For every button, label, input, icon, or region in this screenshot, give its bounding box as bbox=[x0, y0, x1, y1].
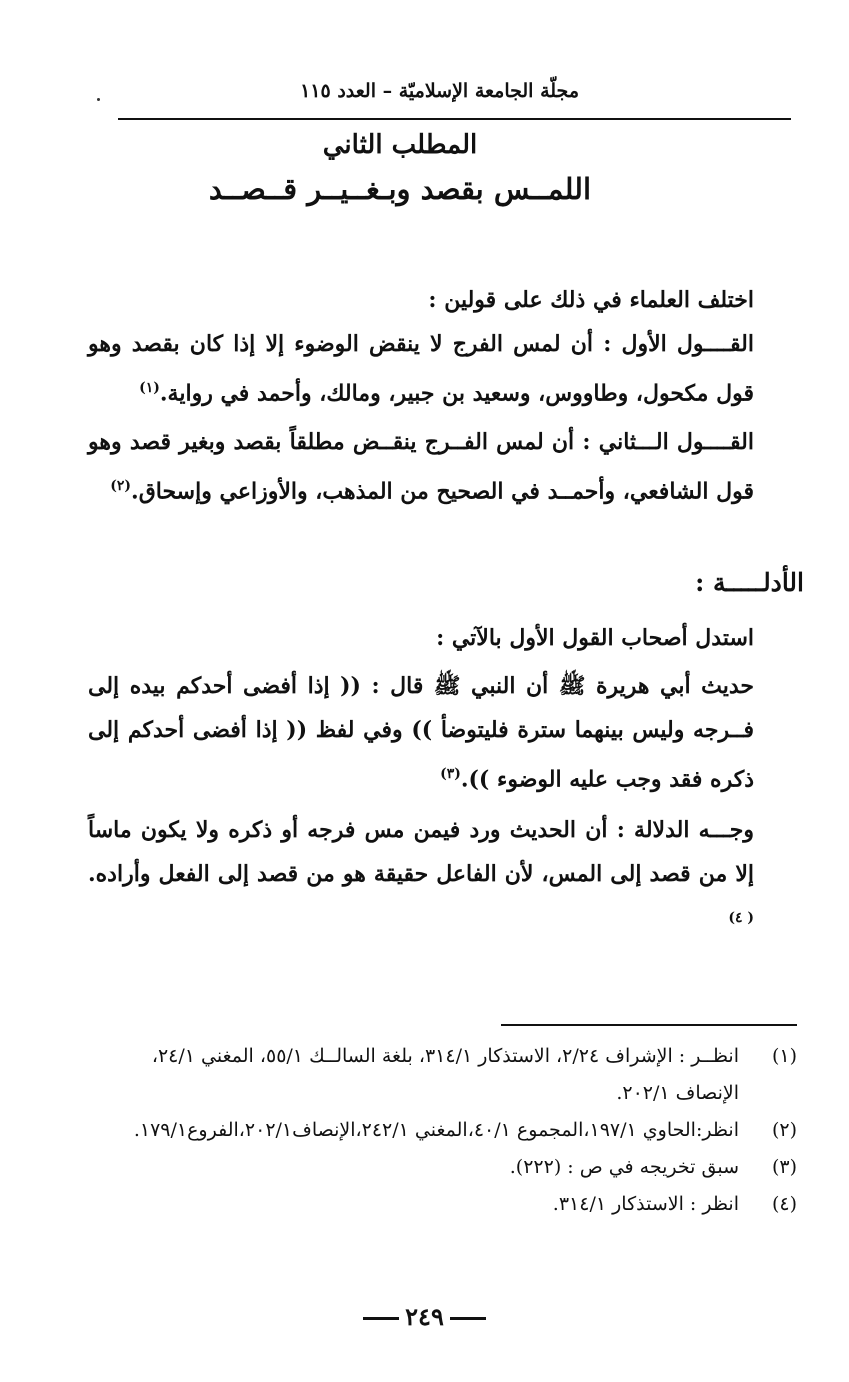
second-opinion-text: أن لمس الفــرج ينقــض مطلقاً بقصد وبغير قصد وهو قول الشافعي، وأحمــد في الصحيح من المذهب، والأوزاعي وإسحاق. bbox=[88, 429, 754, 505]
evidence-heading: الأدلـــــة : bbox=[695, 568, 804, 597]
page-number bbox=[0, 1302, 849, 1331]
inference-label: وجـــه الدلالة : bbox=[616, 817, 754, 843]
first-opinion-label: القــــول الأول : bbox=[603, 331, 754, 357]
footnote-item bbox=[85, 1149, 797, 1186]
page-number-dash-left bbox=[363, 1317, 399, 1320]
section-title-line2: اللمــس بقصد وبـغــيــر قــصــد bbox=[208, 172, 592, 206]
intro-paragraph: اختلف العلماء في ذلك على قولين : bbox=[428, 287, 754, 313]
footnote-item bbox=[85, 1038, 797, 1112]
hadith-paragraph bbox=[88, 664, 804, 801]
footnote-text: سبق تخريجه في ص : (٢٢٢). bbox=[509, 1156, 739, 1178]
footnote-text: انظر:الحاوي ١٩٧/١،المجموع ٤٠/١،المغني ٢٤٢/١،الإنصاف٢٠٢/١،الفروع١٧٩/١. bbox=[133, 1119, 739, 1141]
footnote-item bbox=[85, 1186, 797, 1223]
inference-paragraph bbox=[88, 808, 804, 945]
footnote-text: انظــر : الإشراف ٢/٢٤، الاستذكار ٣١٤/١، بلغة السالــك ٥٥/١، المغني ٢٤/١، الإنصاف ٢٠٢/١. bbox=[151, 1045, 739, 1104]
footnote-ref-4: ( ٤) bbox=[728, 910, 754, 926]
section-title-line1: المطلب الثاني bbox=[322, 130, 478, 160]
page-speck bbox=[97, 98, 100, 101]
footnote-item bbox=[85, 1112, 797, 1149]
footnote-ref-2: (٢) bbox=[110, 478, 132, 494]
first-opinion-text: أن لمس الفرج لا ينقض الوضوء إلا إذا كان بقصد وهو قول مكحول، وطاووس، وسعيد بن جبير، ومالك، وأحمد في رواية. bbox=[88, 331, 754, 407]
second-opinion-paragraph bbox=[88, 420, 804, 513]
footnote-rule bbox=[501, 1024, 797, 1026]
hadith-text: حديث أبي هريرة ﷺ أن النبي ﷺ قال : (( إذا أفضى أحدكم بيده إلى فــرجه وليس بينهما سترة فليتوضأ )) وفي لفظ (( إذا أفضى أحدكم إلى ذكره فقد وجب عليه الوضوء )). bbox=[88, 673, 754, 793]
footnotes bbox=[85, 1038, 797, 1223]
footnote-number: (٣) bbox=[771, 1156, 797, 1178]
section-title bbox=[120, 125, 680, 213]
page-number-dash-right bbox=[450, 1317, 486, 1320]
footnote-text: انظر : الاستذكار ٣١٤/١. bbox=[552, 1193, 739, 1215]
footnote-ref-3: (٣) bbox=[440, 766, 461, 782]
footnote-number: (١) bbox=[771, 1045, 797, 1067]
evidence-intro: استدل أصحاب القول الأول بالآتي : bbox=[436, 625, 754, 651]
page-number-value: ٢٤٩ bbox=[405, 1302, 444, 1331]
header-rule bbox=[118, 118, 791, 120]
first-opinion-paragraph bbox=[88, 322, 804, 415]
inference-text: أن الحديث ورد فيمن مس فرجه أو ذكره ولا يكون ماساً إلا من قصد إلى المس، لأن الفاعل حقيقة هو من قصد إلى الفعل وأراده. bbox=[88, 817, 754, 887]
footnote-number: (٢) bbox=[771, 1119, 797, 1141]
second-opinion-label: القــــول الـــثاني : bbox=[582, 429, 754, 455]
footnote-number: (٤) bbox=[771, 1193, 797, 1215]
running-header: مجلّة الجامعة الإسلاميّة – العدد ١١٥ bbox=[300, 80, 579, 102]
footnote-ref-1: (١) bbox=[139, 380, 160, 396]
